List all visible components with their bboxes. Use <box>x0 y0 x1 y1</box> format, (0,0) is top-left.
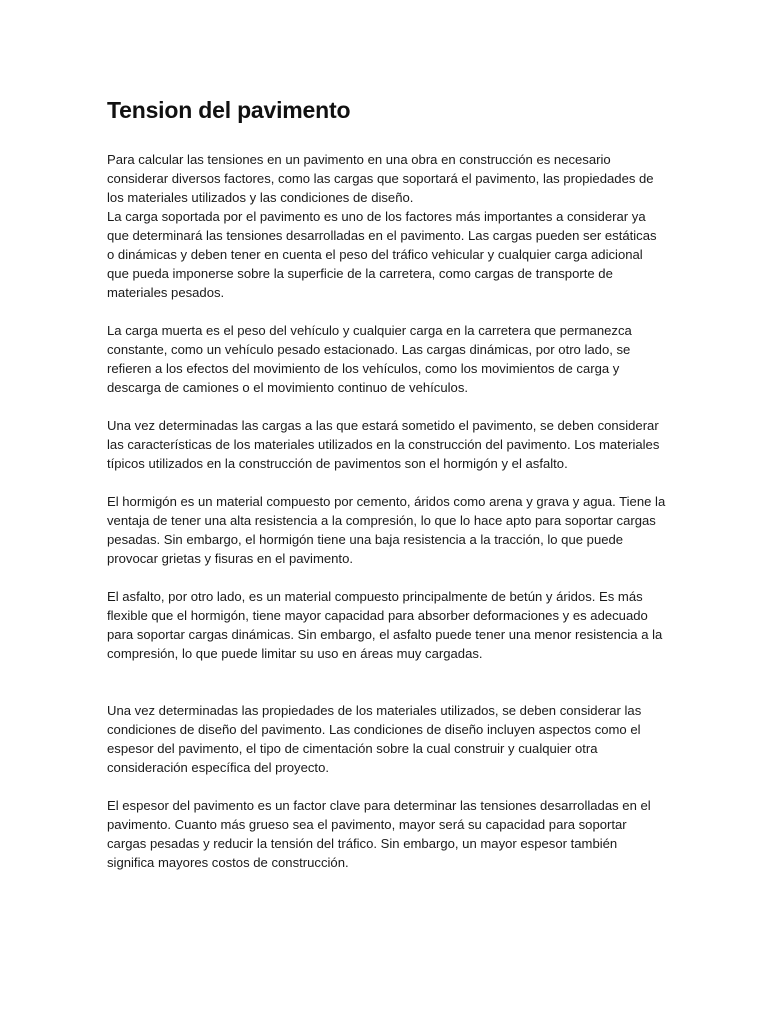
document-title: Tension del pavimento <box>107 97 351 123</box>
paragraph-thickness: El espesor del pavimento es un factor clave para determinar las tensiones desarrolladas en el pavimento. Cuanto más grueso sea el pavimento, mayor será su capacidad para soportar cargas pesadas y reducir la tensión del tráfico. Sin embargo, un mayor espesor también significa mayores costos de construcción. <box>107 798 651 870</box>
paragraph-spacer <box>107 302 667 321</box>
paragraph-spacer <box>107 777 667 796</box>
paragraph-spacer <box>107 397 667 416</box>
document-page <box>107 92 667 872</box>
paragraph-asphalt: El asfalto, por otro lado, es un material compuesto principalmente de betún y áridos. Es más flexible que el hormigón, tiene mayor capacidad para absorber deformaciones y es adecuado para soportar cargas dinámicas. Sin embargo, el asfalto puede tener una menor resistencia a la compresión, lo que puede limitar su uso en áreas muy cargadas. <box>107 589 663 661</box>
paragraph-intro: Para calcular las tensiones en un pavimento en una obra en construcción es necesario considerar diversos factores, como las cargas que soportará el pavimento, las propiedades de los materiales utilizados y las condiciones de diseño. <box>107 152 654 205</box>
paragraph-load: La carga soportada por el pavimento es uno de los factores más importantes a considerar ya que determinará las tensiones desarrolladas en el pavimento. Las cargas pueden ser estáticas o dinámicas y deben tener en cuenta el peso del tráfico vehicular y cualquier carga adicional que pueda imponerse sobre la superficie de la carretera, como cargas de transporte de materiales pesados. <box>107 209 657 300</box>
paragraph-design: Una vez determinadas las propiedades de los materiales utilizados, se deben considerar las condiciones de diseño del pavimento. Las condiciones de diseño incluyen aspectos como el espesor del pavimento, el tipo de cimentación sobre la cual construir y cualquier otra consideración específica del proyecto. <box>107 703 642 775</box>
paragraph-spacer <box>107 473 667 492</box>
paragraph-spacer <box>107 663 667 701</box>
paragraph-spacer <box>107 568 667 587</box>
paragraph-concrete: El hormigón es un material compuesto por cemento, áridos como arena y grava y agua. Tiene la ventaja de tener una alta resistencia a la compresión, lo que lo hace apto para soportar cargas pesadas. Sin embargo, el hormigón tiene una baja resistencia a la tracción, lo que puede provocar grietas y fisuras en el pavimento. <box>107 494 666 566</box>
paragraph-materials: Una vez determinadas las cargas a las que estará sometido el pavimento, se deben considerar las características de los materiales utilizados en la construcción del pavimento. Los materiales típicos utilizados en la construcción de pavimentos son el hormigón y el asfalto. <box>107 418 660 471</box>
paragraph-dead-load: La carga muerta es el peso del vehículo y cualquier carga en la carretera que permanezca constante, como un vehículo pesado estacionado. Las cargas dinámicas, por otro lado, se refieren a los efectos del movimiento de los vehículos, como los movimientos de carga y descarga de camiones o el movimiento continuo de vehículos. <box>107 323 632 395</box>
